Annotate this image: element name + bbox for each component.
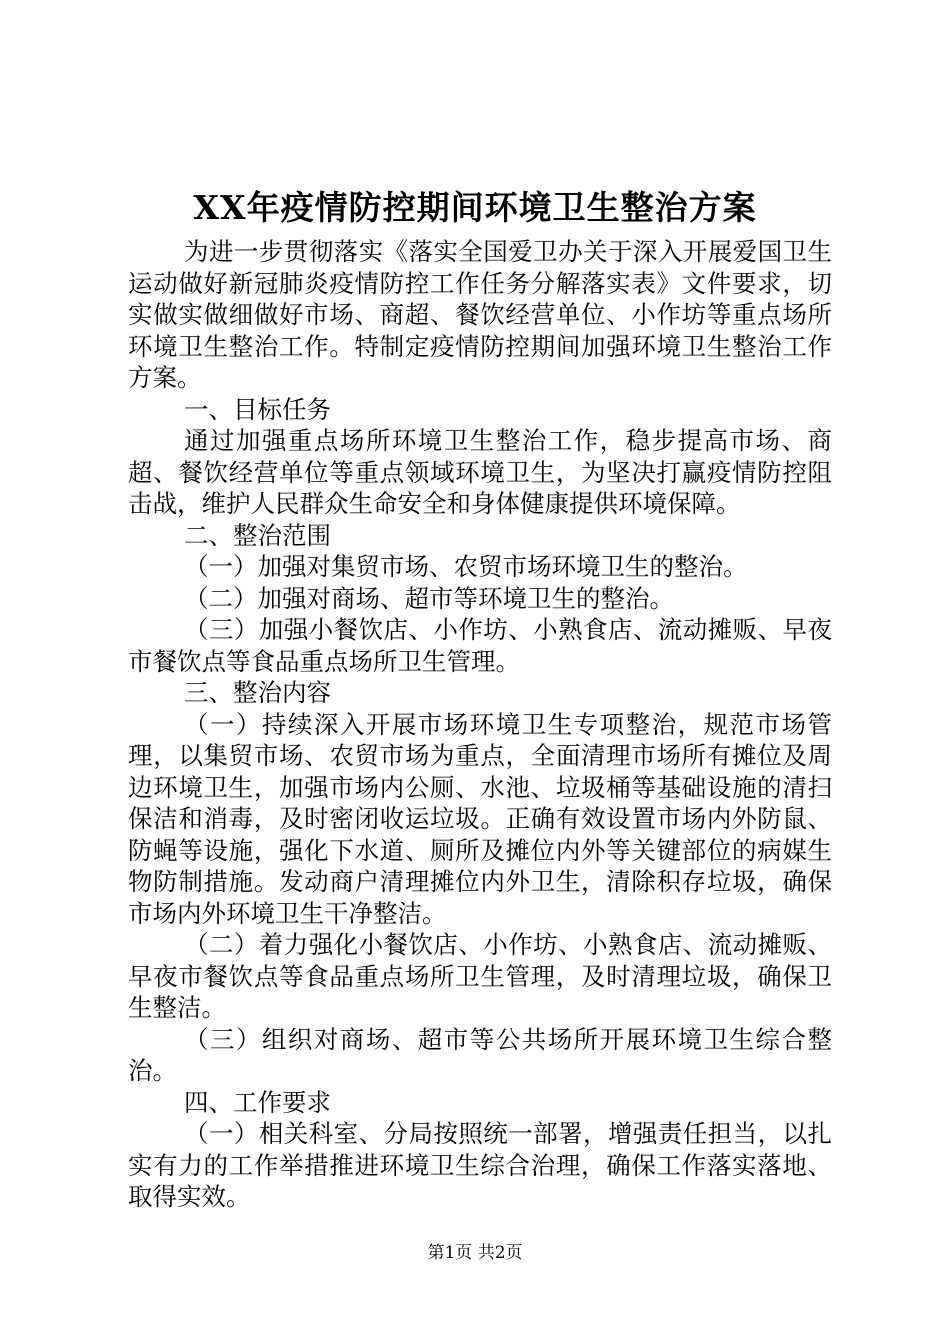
section-heading-content: 三、整治内容 <box>184 678 331 707</box>
content-item-3: （三）组织对商场、超市等公共场所开展环境卫生综合整治。 <box>128 1024 832 1085</box>
goals-paragraph: 通过加强重点场所环境卫生整治工作，稳步提高市场、商超、餐饮经营单位等重点领域环境卫生，为坚决打赢疫情防控阻击战，维护人民群众生命安全和身体健康提供环境保障。 <box>128 426 832 518</box>
intro-paragraph: 为进一步贯彻落实《落实全国爱卫办关于深入开展爱国卫生运动做好新冠肺炎疫情防控工作任务分解落实表》文件要求，切实做实做细做好市场、商超、餐饮经营单位、小作坊等重点场所环境卫生整治工作。特制定疫情防控期间加强环境卫生整治工作方案。 <box>128 237 832 392</box>
section-heading-requirements: 四、工作要求 <box>184 1087 331 1117</box>
section-heading-scope: 二、整治范围 <box>184 520 331 550</box>
scope-item-1: （一）加强对集贸市场、农贸市场环境卫生的整治。 <box>184 552 748 581</box>
document-body <box>128 236 832 1213</box>
scope-item-3: （三）加强小餐饮店、小作坊、小熟食店、流动摊贩、早夜市餐饮点等食品重点场所卫生管理。 <box>128 615 832 676</box>
page-footer: 第1页 共2页 <box>427 1243 523 1263</box>
scope-item-2: （二）加强对商场、超市等环境卫生的整治。 <box>184 583 674 613</box>
section-heading-goals: 一、目标任务 <box>184 394 331 424</box>
requirements-item-1: （一）相关科室、分局按照统一部署，增强责任担当，以扎实有力的工作举措推进环境卫生综合治理，确保工作落实落地、取得实效。 <box>128 1119 832 1211</box>
document-title: XX年疫情防控期间环境卫生整治方案 <box>193 188 757 227</box>
content-item-2: （二）着力强化小餐饮店、小作坊、小熟食店、流动摊贩、早夜市餐饮点等食品重点场所卫生管理，及时清理垃圾，确保卫生整洁。 <box>128 930 832 1022</box>
content-item-1: （一）持续深入开展市场环境卫生专项整治，规范市场管理，以集贸市场、农贸市场为重点，全面清理市场所有摊位及周边环境卫生，加强市场内公厕、水池、垃圾桶等基础设施的清扫保洁和消毒，及时密闭收运垃圾。正确有效设置市场内外防鼠、防蝇等设施，强化下水道、厕所及摊位内外等关键部位的病媒生物防制措施。发动商户清理摊位内外卫生，清除积存垃圾，确保市场内外环境卫生干净整洁。 <box>128 709 832 928</box>
